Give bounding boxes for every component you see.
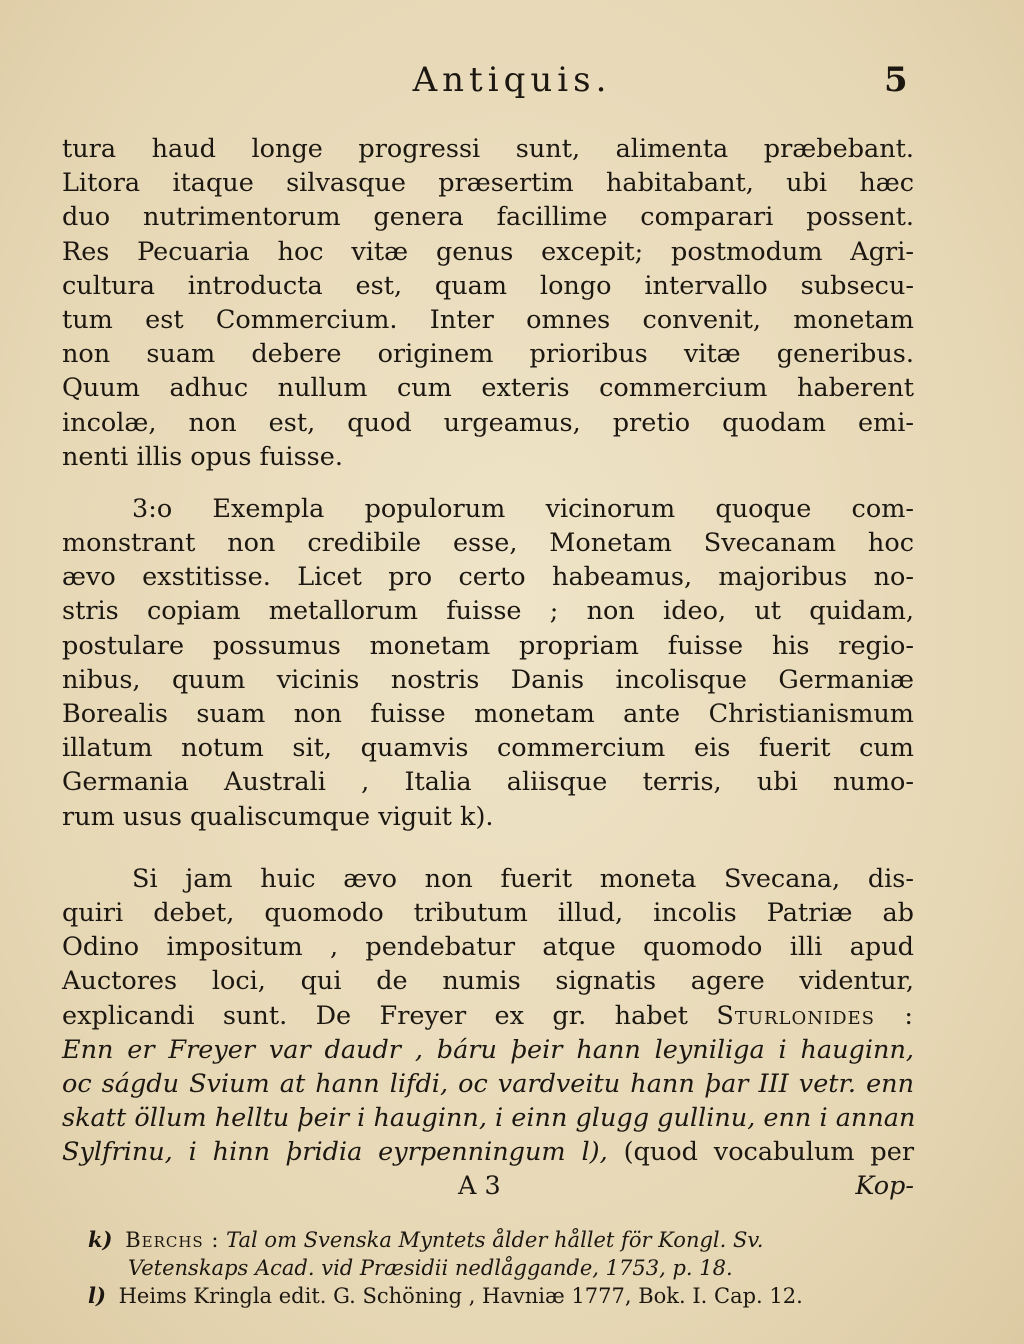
quotation-line: skatt öllum helltu þeir i hauginn, i einn glugg gullinu, enn i annan (62, 1103, 916, 1134)
text-line: rum usus qualiscumque viguit k). (62, 801, 494, 832)
text-line: ævo exstitisse. Licet pro certo habeamus, majoribus no- (62, 562, 914, 593)
text-line: illatum notum sit, quamvis commercium eis fuerit cum (62, 733, 914, 764)
text-line: duo nutrimentorum genera facillime comparari possent. (62, 202, 914, 233)
catchword: Kop- (855, 1171, 914, 1202)
text-line: Borealis suam non fuisse monetam ante Christianismum (62, 699, 914, 729)
paragraph-2 (62, 492, 914, 834)
text-line: non suam debere originem prioribus vitæ generibus. (62, 339, 914, 370)
quotation-end: Sylfrinu, i hinn þridia eyrpenningum l), (62, 1137, 608, 1168)
text-line: monstrant non credibile esse, Monetam Svecanam hoc (62, 528, 914, 559)
text-line: Res Pecuaria hoc vitæ genus excepit; postmodum Agri- (62, 236, 914, 267)
text-line: quiri debet, quomodo tributum illud, incolis Patriæ ab (62, 897, 914, 928)
paragraph-3 (62, 862, 914, 1170)
text-line: tum est Commercium. Inter omnes convenit, monetam (62, 304, 914, 335)
text-line: cultura introducta est, quam longo intervallo subsecu- (62, 270, 914, 301)
footnote-mark: l) (88, 1283, 106, 1308)
page-number: 5 (884, 60, 908, 100)
footnote-author: Berchs : (125, 1228, 220, 1252)
text-line: nenti illis opus fuisse. (62, 441, 343, 472)
footnotes (88, 1226, 918, 1310)
text-line: Odino impositum , pendebatur atque quomodo illi apud (62, 932, 914, 963)
footnote-text: Heims Kringla edit. G. Schöning , Havniæ 1777, Bok. I. Cap. 12. (118, 1284, 803, 1308)
text-line: Litora itaque silvasque præsertim habitabant, ubi hæc (62, 168, 914, 199)
text-line (62, 999, 914, 1033)
page-foot (62, 1169, 914, 1205)
text-line: stris copiam metallorum fuisse ; non ideo, ut quidam, (62, 596, 914, 627)
text-line: 3:o Exempla populorum vicinorum quoque com- (132, 493, 914, 524)
footnote-l (88, 1282, 918, 1310)
footnote-k-continued: Vetenskaps Acad. vid Præsidii nedlåggande, 1753, p. 18. (128, 1256, 733, 1280)
text-line: Auctores loci, qui de numis signatis agere videntur, (62, 966, 914, 997)
signature-mark: A 3 (458, 1171, 501, 1202)
text-line: tura haud longe progressi sunt, alimenta præbebant. (62, 134, 914, 164)
text-line: Germania Australi , Italia aliisque terris, ubi numo- (62, 767, 914, 798)
text-line: incolæ, non est, quod urgeamus, pretio quodam emi- (62, 407, 914, 438)
text-line: Quum adhuc nullum cum exteris commercium haberent (62, 373, 914, 404)
text-line: Si jam huic ævo non fuerit moneta Svecana, dis- (132, 863, 914, 894)
text-line-prefix: explicandi sunt. De Freyer ex gr. habet (62, 1000, 688, 1031)
footnote-title: Tal om Svenska Myntets ålder hållet för Kongl. Sv. (226, 1228, 764, 1252)
author-name: Sturlonides : (716, 1000, 915, 1031)
footnote-mark: k) (88, 1227, 113, 1252)
running-head: Antiquis. (412, 60, 612, 100)
text-line: postulare possumus monetam propriam fuisse his regio- (62, 630, 914, 661)
text-line (62, 1135, 914, 1169)
quotation-line: oc ságdu Svium at hann lifdi, oc vardveitu hann þar III vetr. enn (62, 1068, 914, 1099)
footnote-k (88, 1226, 918, 1254)
body-text (62, 132, 914, 1205)
text-line: nibus, quum vicinis nostris Danis incolisque Germaniæ (62, 664, 914, 695)
paragraph-1 (62, 132, 914, 474)
text-line-suffix: (quod vocabulum per (623, 1137, 915, 1168)
quotation-line: Enn er Freyer var daudr , báru þeir hann leyniliga i hauginn, (62, 1034, 914, 1065)
